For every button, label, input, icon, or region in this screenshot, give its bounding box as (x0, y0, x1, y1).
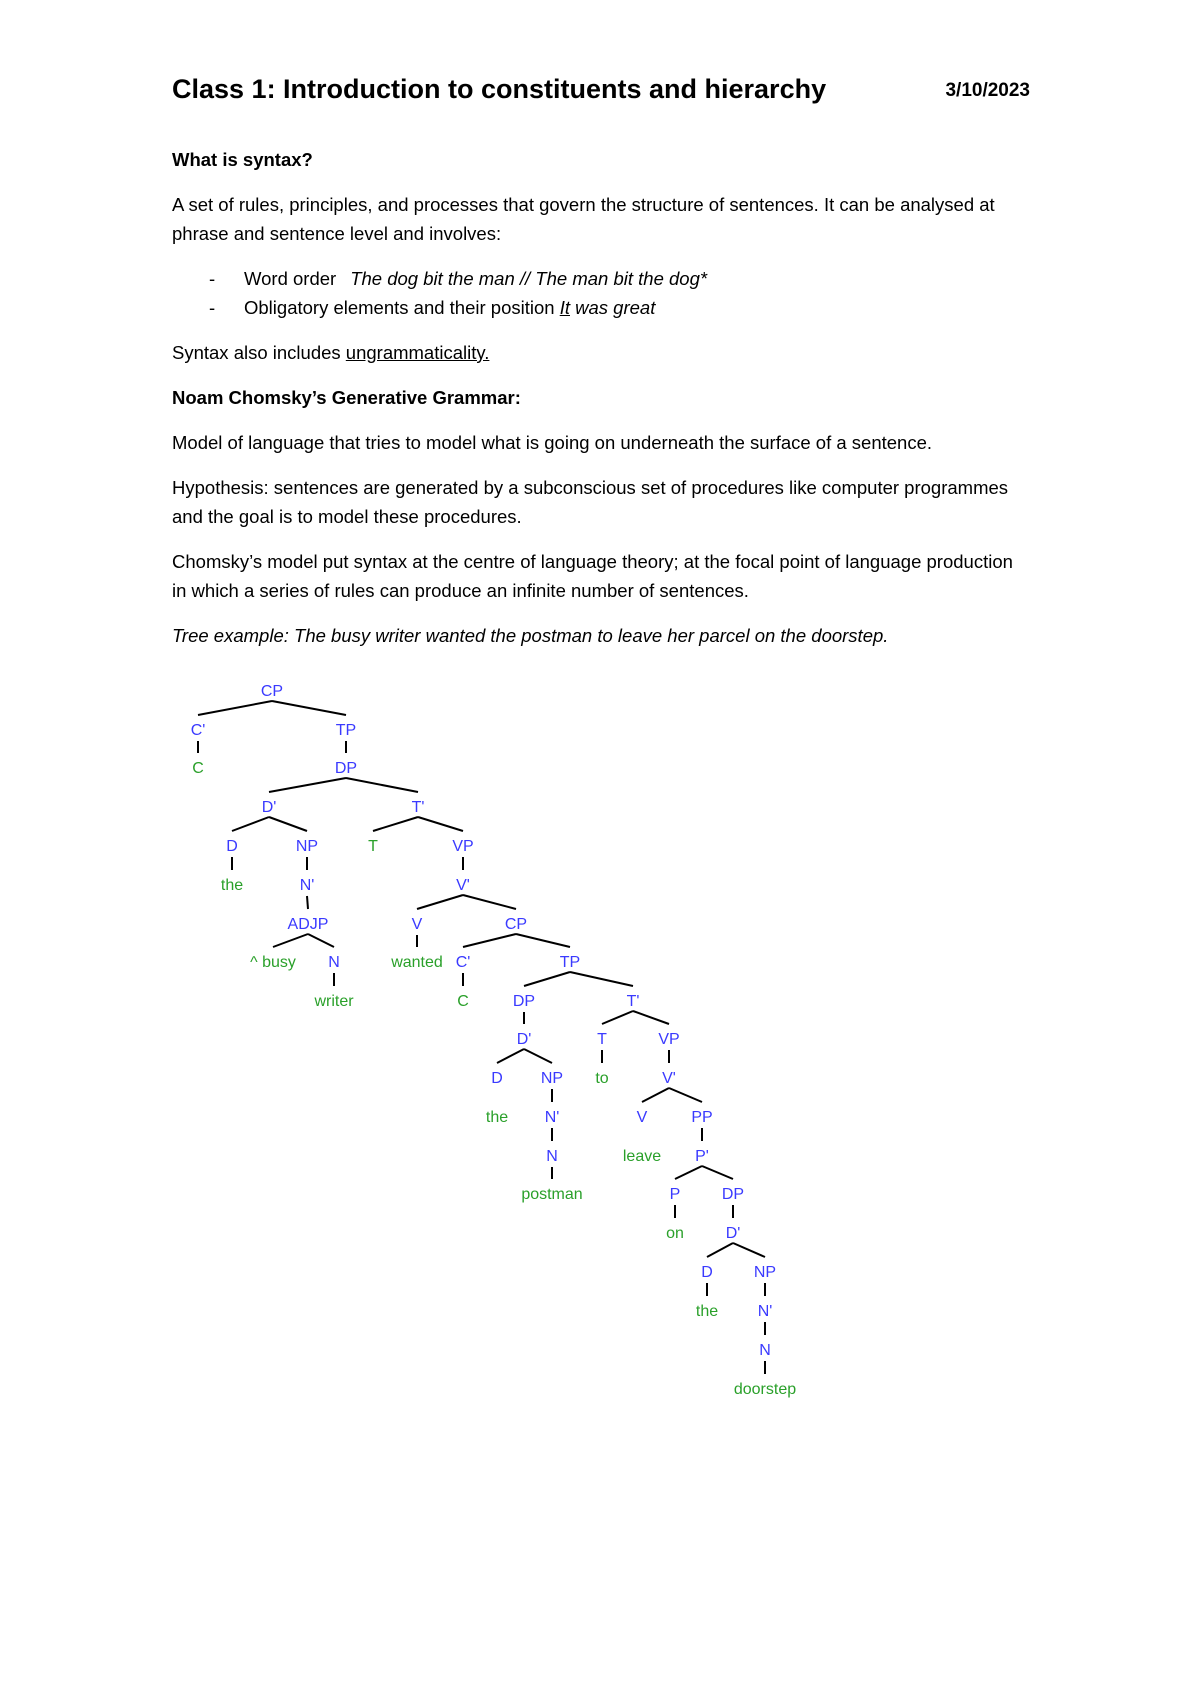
tree-branch (273, 934, 308, 947)
tree-node-label: NP (295, 838, 319, 855)
tree-branch (497, 1049, 524, 1063)
tree-branch (707, 1243, 733, 1257)
tree-branch (198, 701, 272, 715)
tree-node-label: DP (334, 760, 358, 777)
tree-branch (463, 895, 516, 909)
tree-terminal-word: to (595, 1070, 609, 1087)
tree-branch (524, 1049, 552, 1063)
syntax-definition: A set of rules, principles, and processes that govern the structure of sentences. It can be analysed at phrase and sentence level and involves: (172, 194, 995, 244)
tree-node-label: N' (299, 877, 315, 894)
paragraph-hypothesis: Hypothesis: sentences are generated by a subconscious set of procedures like computer programmes and the goal is to model these procedures. (172, 477, 1009, 527)
tree-node-label: N (546, 1148, 558, 1165)
section-heading-syntax: What is syntax? (172, 149, 313, 170)
tree-node-label: N' (544, 1109, 560, 1126)
tree-node-label: TP (335, 722, 357, 739)
tree-branch (307, 896, 308, 909)
paragraph-chomsky-model: Chomsky’s model put syntax at the centre of language theory; at the focal point of language production in which a series of rules can produce an infinite number of sentences. (172, 551, 1013, 601)
list-item (172, 264, 1032, 293)
tree-example-label: Tree example (172, 625, 284, 646)
tree-node-label: T' (411, 799, 425, 816)
tree-branch (602, 1011, 633, 1024)
dash-bullet: - (209, 268, 216, 289)
tree-node-label: D (701, 1264, 713, 1281)
tree-branch (463, 934, 516, 947)
tree-node-label: D (226, 838, 238, 855)
bullet-example-underlined: It (559, 297, 570, 318)
page-title: Class 1: Introduction to constituents and hierarchy (172, 74, 827, 104)
bullet-label: Obligatory elements and their position (244, 297, 555, 318)
tree-branch (269, 817, 307, 831)
tree-branch (642, 1088, 669, 1102)
syntax-bullet-list (172, 264, 1032, 322)
tree-branch (524, 972, 570, 986)
tree-terminal-word: the (485, 1109, 509, 1126)
tree-branch (733, 1243, 765, 1257)
tree-terminal-word: doorstep (733, 1381, 797, 1398)
tree-node-label: C' (455, 954, 471, 971)
tree-branch (232, 817, 269, 831)
list-item (172, 293, 1032, 322)
tree-node-label: VP (658, 1031, 680, 1048)
tree-branch (633, 1011, 669, 1024)
tree-branch (269, 778, 346, 792)
section-heading-chomsky: Noam Chomsky’s Generative Grammar: (172, 387, 521, 408)
dash-bullet: - (209, 297, 216, 318)
body-text (172, 145, 1032, 666)
tree-node-label: N' (757, 1303, 773, 1320)
tree-node-label: D' (725, 1225, 741, 1242)
bullet-example: was great (575, 297, 656, 318)
tree-branch (516, 934, 570, 947)
tree-example-sentence: The busy writer wanted the postman to leave her parcel on the doorstep. (294, 625, 889, 646)
ungrammaticality-term: ungrammaticality. (345, 342, 490, 363)
bullet-example: The dog bit the man // The man bit the dog* (350, 268, 708, 289)
syntax-tree-diagram (170, 676, 830, 1416)
tree-terminal-word: on (666, 1225, 684, 1242)
tree-node-label: N (328, 954, 340, 971)
tree-terminal-word: leave (622, 1148, 662, 1165)
tree-node-label: T (597, 1031, 607, 1048)
tree-terminal-word: writer (314, 993, 354, 1010)
tree-branch (669, 1088, 702, 1102)
tree-node-label: P (669, 1186, 681, 1203)
tree-node-label: VP (452, 838, 474, 855)
paragraph-model: Model of language that tries to model what is going on underneath the surface of a sentence. (172, 432, 933, 453)
tree-node-label: TP (559, 954, 581, 971)
tree-branch (570, 972, 633, 986)
tree-node-label: CP (504, 916, 528, 933)
tree-node-label: D' (516, 1031, 532, 1048)
tree-node-label: DP (721, 1186, 745, 1203)
tree-terminal-word: the (220, 877, 244, 894)
tree-node-label: V (636, 1109, 648, 1126)
ungrammaticality-paragraph (172, 338, 1032, 367)
document-header (172, 74, 1030, 114)
page-date: 3/10/2023 (945, 80, 1030, 101)
tree-node-label: V' (662, 1070, 676, 1087)
tree-terminal-word: C (457, 993, 469, 1010)
tree-terminal-word: ^ busy (250, 954, 296, 971)
tree-branch (418, 817, 463, 831)
tree-node-label: NP (753, 1264, 777, 1281)
tree-node-label: D (491, 1070, 503, 1087)
tree-node-label: ADJP (287, 916, 329, 933)
tree-node-label: NP (540, 1070, 564, 1087)
tree-branch (702, 1166, 733, 1179)
tree-node-label: V' (456, 877, 470, 894)
tree-node-label: DP (512, 993, 536, 1010)
tree-terminal-word: the (695, 1303, 719, 1320)
tree-node-label: D' (261, 799, 277, 816)
tree-branch (272, 701, 346, 715)
tree-node-label: P' (695, 1148, 709, 1165)
tree-branch (417, 895, 463, 909)
tree-branch (373, 817, 418, 831)
tree-branch (675, 1166, 702, 1179)
tree-terminal-word: wanted (391, 954, 443, 971)
tree-node-label: N (759, 1342, 771, 1359)
tree-node-label: C' (190, 722, 206, 739)
tree-branch (346, 778, 418, 792)
tree-terminal-word: postman (521, 1186, 583, 1203)
tree-terminal-word: T (368, 838, 378, 855)
tree-node-label: V (411, 916, 423, 933)
bullet-label: Word order (244, 268, 337, 289)
tree-terminal-word: C (192, 760, 204, 777)
tree-node-label: CP (260, 683, 284, 700)
tree-branch (308, 934, 334, 947)
ungrammaticality-prefix: Syntax also includes (172, 342, 341, 363)
tree-node-label: T' (626, 993, 640, 1010)
tree-example-caption: Tree example: The busy writer wanted the postman to leave her parcel on the doorstep. (172, 625, 889, 646)
tree-node-label: PP (691, 1109, 713, 1126)
